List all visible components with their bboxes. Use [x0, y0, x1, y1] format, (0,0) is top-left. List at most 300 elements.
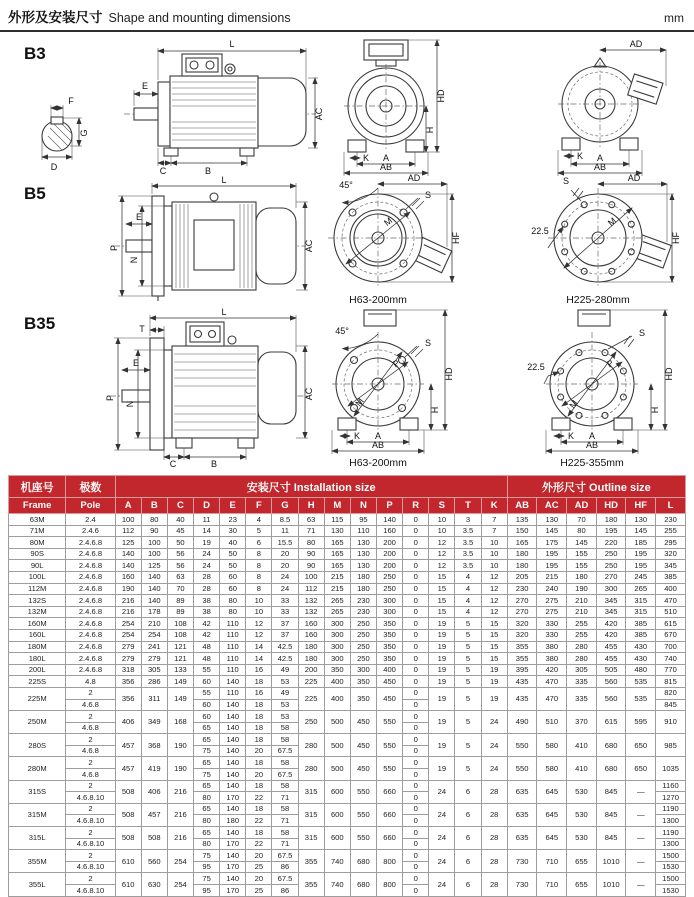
- dim-cell: 380: [537, 653, 567, 665]
- dim-p-label: P: [390, 357, 402, 370]
- dim-cell: 200: [376, 548, 402, 560]
- dim-cell: 560: [596, 676, 626, 688]
- b3-shaft-section-drawing: [26, 90, 98, 174]
- dim-cell: 18: [246, 803, 272, 815]
- dim-cell: 1035: [656, 757, 686, 780]
- dim-cell: 19: [429, 757, 455, 780]
- table-row: [9, 537, 686, 549]
- dim-cell: 216: [115, 595, 141, 607]
- dim-cell: 20: [246, 873, 272, 885]
- pole-cell: 2: [66, 780, 115, 792]
- dim-cell: 140: [220, 803, 246, 815]
- dim-cell: 33: [272, 595, 298, 607]
- dim-cell: 165: [324, 548, 350, 560]
- dim-cell: 610: [115, 850, 141, 873]
- dim-cell: 580: [537, 734, 567, 757]
- dim-cell: 450: [350, 734, 376, 757]
- dim-cell: 8: [246, 548, 272, 560]
- dim-cell: 160: [376, 525, 402, 537]
- table-row: [9, 548, 686, 560]
- dim-cell: 230: [656, 514, 686, 526]
- dim-cell: 110: [220, 629, 246, 641]
- dim-cell: 5: [455, 653, 481, 665]
- pole-cell: 4.6.8.10: [66, 885, 115, 897]
- pole-cell: 4.6.8: [66, 745, 115, 757]
- dim-cell: 15: [481, 629, 507, 641]
- dim-cell: 0: [403, 885, 429, 897]
- frame-cell: 280M: [9, 757, 66, 780]
- dim-cell: 3.5: [455, 525, 481, 537]
- dim-cell: 18: [246, 734, 272, 746]
- dim-cell: 355: [298, 873, 324, 896]
- dim-cell: 89: [167, 606, 193, 618]
- frame-cell: 225M: [9, 687, 66, 710]
- dim-cell: 67.5: [272, 769, 298, 781]
- dim-cell: 80: [194, 838, 220, 850]
- table-row: [9, 780, 686, 792]
- dim-cell: 508: [141, 827, 167, 850]
- dim-cell: 210: [567, 606, 597, 618]
- dim-cell: 19: [429, 641, 455, 653]
- pole-cell: 4.8: [66, 676, 115, 688]
- dim-cell: 280: [298, 757, 324, 780]
- column-header-hd: HD: [596, 498, 626, 514]
- dim-cell: 265: [324, 595, 350, 607]
- dim-cell: 610: [115, 873, 141, 896]
- dim-cell: 450: [350, 711, 376, 734]
- dim-a-label: A: [374, 431, 382, 441]
- dim-cell: 660: [376, 803, 402, 826]
- dim-cell: 22: [246, 815, 272, 827]
- dim-cell: 4: [455, 595, 481, 607]
- dim-cell: 60: [194, 676, 220, 688]
- dim-cell: 350: [350, 687, 376, 710]
- dim-cell: 175: [537, 537, 567, 549]
- dim-cell: 58: [272, 734, 298, 746]
- dim-cell: 75: [194, 769, 220, 781]
- dim-cell: 450: [376, 687, 402, 710]
- dim-a-label: A: [588, 431, 596, 441]
- dim-s-label: S: [424, 338, 432, 348]
- dim-hd-label: HD: [444, 367, 454, 381]
- dim-cell: 165: [324, 560, 350, 572]
- dim-cell: 254: [115, 618, 141, 630]
- front-caption: H225-355mm: [560, 457, 624, 469]
- table-row: [9, 850, 686, 862]
- b5-side-view-drawing: [96, 174, 314, 302]
- pole-cell: 2: [66, 711, 115, 723]
- pole-cell: 2.4.6.8: [66, 595, 115, 607]
- dim-cell: 470: [656, 595, 686, 607]
- dim-cell: 550: [350, 827, 376, 850]
- frame-cell: 160L: [9, 629, 66, 641]
- dim-cell: 75: [194, 745, 220, 757]
- dim-m-label: M: [382, 215, 395, 228]
- dim-cell: 530: [567, 803, 597, 826]
- dim-cell: 180: [220, 815, 246, 827]
- dim-cell: 7: [481, 514, 507, 526]
- dim-cell: 550: [350, 803, 376, 826]
- dim-n-label: N: [129, 256, 139, 264]
- dim-cell: 250: [350, 618, 376, 630]
- dim-cell: 125: [141, 560, 167, 572]
- dim-cell: 63: [167, 571, 193, 583]
- dim-cell: 16: [246, 687, 272, 699]
- frame-cell: 132S: [9, 595, 66, 607]
- dim-cell: 65: [194, 780, 220, 792]
- dim-cell: 349: [141, 711, 167, 734]
- dim-cell: 20: [272, 560, 298, 572]
- dim-cell: 300: [324, 653, 350, 665]
- dim-cell: 15: [481, 641, 507, 653]
- dim-e-label: E: [132, 358, 140, 368]
- dim-cell: 100: [115, 514, 141, 526]
- dim-cell: 400: [656, 583, 686, 595]
- dim-h-label: H: [425, 126, 435, 134]
- dim-cell: 140: [141, 571, 167, 583]
- dim-cell: 12: [429, 560, 455, 572]
- dim-cell: 385: [626, 618, 656, 630]
- dim-cell: 305: [567, 664, 597, 676]
- dim-cell: 180: [298, 653, 324, 665]
- dim-cell: 150: [507, 525, 537, 537]
- pole-cell: 2.4.6.8: [66, 571, 115, 583]
- dim-cell: 165: [507, 537, 537, 549]
- dim-cell: 280: [298, 734, 324, 757]
- dim-cell: 155: [567, 560, 597, 572]
- dim-cell: 14: [246, 653, 272, 665]
- dim-cell: 195: [626, 560, 656, 572]
- dim-hf-label: HF: [451, 232, 461, 244]
- dim-cell: 140: [141, 595, 167, 607]
- dim-cell: 368: [141, 734, 167, 757]
- dim-cell: 335: [567, 676, 597, 688]
- installation-size-header: 安装尺寸 Installation size: [115, 476, 507, 498]
- dim-ac-label: AC: [304, 387, 314, 401]
- dim-cell: 700: [656, 641, 686, 653]
- dim-cell: 65: [194, 803, 220, 815]
- dim-cell: 130: [350, 548, 376, 560]
- dim-cell: 140: [115, 560, 141, 572]
- dim-cell: 8.5: [272, 514, 298, 526]
- dim-cell: 250: [350, 629, 376, 641]
- dim-cell: 19: [429, 687, 455, 710]
- dim-cell: 53: [272, 711, 298, 723]
- dim-cell: 115: [324, 514, 350, 526]
- column-header-t: T: [455, 498, 481, 514]
- dim-cell: 130: [350, 560, 376, 572]
- dim-cell: 300: [350, 664, 376, 676]
- dim-cell: 6: [455, 803, 481, 826]
- dim-cell: 660: [376, 827, 402, 850]
- pole-cell: 4.6.8.10: [66, 792, 115, 804]
- dim-cell: 110: [220, 618, 246, 630]
- dim-p-label: P: [105, 394, 115, 402]
- b3-front-view-drawing: [332, 34, 450, 178]
- dim-p-label: P: [109, 244, 119, 252]
- dim-cell: 335: [567, 687, 597, 710]
- dim-cell: 355: [507, 653, 537, 665]
- dim-ab-label: AB: [379, 162, 393, 172]
- dim-cell: 355: [507, 641, 537, 653]
- frame-cell: 132M: [9, 606, 66, 618]
- dim-cell: 270: [507, 595, 537, 607]
- dim-cell: 18: [246, 711, 272, 723]
- dim-cell: 50: [220, 560, 246, 572]
- dim-cell: 28: [481, 803, 507, 826]
- pole-cell: 2.4.6.8: [66, 629, 115, 641]
- dim-cell: 0: [403, 676, 429, 688]
- frame-cell: 100L: [9, 571, 66, 583]
- dim-cell: 130: [350, 537, 376, 549]
- dim-cell: 508: [115, 827, 141, 850]
- pole-cell: 4.6.8.10: [66, 838, 115, 850]
- dim-ad-label: AD: [627, 173, 641, 183]
- dim-cell: 845: [596, 803, 626, 826]
- dim-cell: 86: [272, 861, 298, 873]
- dim-cell: 615: [596, 711, 626, 734]
- dim-cell: 5: [455, 618, 481, 630]
- dim-cell: 112: [115, 525, 141, 537]
- dim-cell: 216: [167, 780, 193, 803]
- dim-cell: 160: [298, 629, 324, 641]
- dim-cell: 0: [403, 699, 429, 711]
- dim-cell: 65: [194, 722, 220, 734]
- dim-cell: 195: [596, 525, 626, 537]
- dim-cell: 4: [455, 606, 481, 618]
- dim-cell: 270: [507, 606, 537, 618]
- dim-cell: 710: [537, 873, 567, 896]
- dim-k-label: K: [576, 151, 584, 161]
- dim-cell: 95: [194, 885, 220, 897]
- dim-cell: 435: [507, 687, 537, 710]
- dim-cell: 254: [167, 873, 193, 896]
- table-row: [9, 687, 686, 699]
- dim-cell: 65: [194, 827, 220, 839]
- dim-cell: 241: [141, 641, 167, 653]
- dim-cell: 910: [656, 711, 686, 734]
- dim-cell: 108: [167, 618, 193, 630]
- dim-cell: 28: [481, 873, 507, 896]
- dim-cell: 100: [141, 537, 167, 549]
- unit-label: mm: [664, 11, 684, 25]
- dim-cell: 65: [194, 757, 220, 769]
- pole-header-zh: 极数: [66, 476, 115, 498]
- dim-cell: 5: [455, 757, 481, 780]
- dim-cell: 300: [324, 629, 350, 641]
- dim-cell: 635: [507, 803, 537, 826]
- dim-cell: 3: [455, 514, 481, 526]
- dim-cell: 710: [537, 850, 567, 873]
- dim-cell: 63: [298, 514, 324, 526]
- dim-cell: 550: [376, 711, 402, 734]
- dim-cell: 535: [626, 687, 656, 710]
- dim-cell: 385: [656, 571, 686, 583]
- column-header-l: L: [656, 498, 686, 514]
- dim-cell: 435: [507, 676, 537, 688]
- frame-cell: 80M: [9, 537, 66, 549]
- dim-cell: 60: [220, 571, 246, 583]
- dim-cell: 0: [403, 873, 429, 885]
- dim-cell: 12: [481, 571, 507, 583]
- dim-cell: 245: [626, 571, 656, 583]
- dim-cell: 30: [220, 525, 246, 537]
- table-row: [9, 734, 686, 746]
- dim-cell: 0: [403, 711, 429, 723]
- dim-cell: 300: [324, 641, 350, 653]
- frame-cell: 315S: [9, 780, 66, 803]
- dim-cell: 48: [194, 653, 220, 665]
- dim-cell: 170: [220, 838, 246, 850]
- dim-cell: 170: [220, 792, 246, 804]
- dim-cell: 28: [481, 780, 507, 803]
- dim-cell: 300: [376, 595, 402, 607]
- dim-cell: 15: [429, 571, 455, 583]
- table-column-header-row: [9, 498, 686, 514]
- dim-cell: 24: [481, 757, 507, 780]
- dim-b-label: B: [210, 459, 218, 469]
- dim-cell: 22: [246, 792, 272, 804]
- dim-cell: 195: [537, 560, 567, 572]
- dim-m-label: M: [605, 215, 619, 228]
- dim-cell: 200: [298, 664, 324, 676]
- dim-cell: 4: [455, 583, 481, 595]
- dim-cell: 230: [507, 583, 537, 595]
- dim-cell: 49: [272, 687, 298, 699]
- dim-cell: 95: [194, 861, 220, 873]
- dim-cell: 500: [324, 757, 350, 780]
- dim-cell: 18: [246, 757, 272, 769]
- dim-cell: 0: [403, 618, 429, 630]
- dim-cell: 19: [481, 664, 507, 676]
- dim-n-label: N: [125, 400, 135, 408]
- dim-cell: 320: [507, 629, 537, 641]
- dim-cell: 12: [246, 618, 272, 630]
- dim-cell: 655: [567, 850, 597, 873]
- dim-cell: 19: [481, 676, 507, 688]
- dim-cell: 90: [298, 560, 324, 572]
- pole-cell: 2: [66, 850, 115, 862]
- dim-e-label: E: [141, 81, 149, 91]
- b5-flange-view-small-drawing: [316, 172, 461, 306]
- dim-cell: 5: [455, 664, 481, 676]
- outline-size-header: 外形尺寸 Outline size: [507, 476, 685, 498]
- dim-cell: 0: [403, 769, 429, 781]
- dim-cell: 24: [481, 711, 507, 734]
- dim-cell: 820: [656, 687, 686, 699]
- dim-h-label: H: [430, 406, 440, 414]
- pole-header-en: Pole: [66, 498, 115, 514]
- dim-cell: 430: [626, 641, 656, 653]
- dim-cell: 406: [115, 711, 141, 734]
- dim-cell: 385: [626, 629, 656, 641]
- dim-cell: 5: [455, 711, 481, 734]
- dim-cell: 71: [272, 838, 298, 850]
- pole-cell: 2.4.6.8: [66, 664, 115, 676]
- column-header-s: S: [429, 498, 455, 514]
- dim-cell: 320: [507, 618, 537, 630]
- dim-225-label: 22.5: [531, 226, 549, 236]
- column-header-ab: AB: [507, 498, 537, 514]
- dim-cell: 350: [376, 641, 402, 653]
- dim-cell: 600: [324, 803, 350, 826]
- dim-cell: 0: [403, 641, 429, 653]
- dim-cell: 457: [115, 757, 141, 780]
- dim-cell: 355: [298, 850, 324, 873]
- dim-cell: 0: [403, 583, 429, 595]
- frame-header-en: Frame: [9, 498, 66, 514]
- dim-cell: 0: [403, 792, 429, 804]
- dim-cell: 71: [298, 525, 324, 537]
- dim-h-label: H: [650, 406, 660, 414]
- dim-cell: 200: [376, 537, 402, 549]
- dim-cell: 67.5: [272, 873, 298, 885]
- dim-cell: 140: [220, 827, 246, 839]
- dim-cell: 655: [567, 873, 597, 896]
- dim-cell: 5: [455, 629, 481, 641]
- dim-cell: 145: [567, 537, 597, 549]
- dim-ab-label: AB: [593, 162, 607, 172]
- dim-cell: 200: [376, 560, 402, 572]
- dim-cell: 89: [167, 595, 193, 607]
- dim-cell: 24: [429, 873, 455, 896]
- section-label-b5: B5: [24, 184, 46, 203]
- dim-cell: 470: [537, 687, 567, 710]
- dim-ab-label: AB: [585, 440, 599, 450]
- dim-ac-label: AC: [314, 107, 324, 121]
- dim-cell: 660: [376, 780, 402, 803]
- table-row: [9, 873, 686, 885]
- dim-cell: 430: [626, 653, 656, 665]
- pole-cell: 4.6.8: [66, 699, 115, 711]
- table-row: [9, 560, 686, 572]
- dim-cell: 510: [656, 606, 686, 618]
- dim-cell: 255: [567, 629, 597, 641]
- dim-cell: 645: [537, 780, 567, 803]
- column-header-a: A: [115, 498, 141, 514]
- frame-header-zh: 机座号: [9, 476, 66, 498]
- dim-cell: 12: [246, 629, 272, 641]
- dim-cell: 450: [376, 676, 402, 688]
- dim-cell: 140: [220, 722, 246, 734]
- dim-cell: 10: [429, 525, 455, 537]
- dim-cell: 300: [376, 606, 402, 618]
- column-header-hf: HF: [626, 498, 656, 514]
- dim-cell: 315: [298, 827, 324, 850]
- table-row: [9, 606, 686, 618]
- dim-cell: 490: [507, 711, 537, 734]
- dim-cell: 75: [194, 873, 220, 885]
- dim-cell: 0: [403, 850, 429, 862]
- dim-d-label: D: [50, 162, 58, 172]
- dim-cell: 350: [376, 618, 402, 630]
- dim-cell: 350: [350, 676, 376, 688]
- dim-cell: 12: [481, 583, 507, 595]
- dim-cell: 311: [141, 687, 167, 710]
- table-row: [9, 676, 686, 688]
- table-row: [9, 711, 686, 723]
- dim-cell: 845: [656, 699, 686, 711]
- dim-cell: 24: [429, 780, 455, 803]
- dim-cell: 600: [324, 780, 350, 803]
- dim-cell: 286: [141, 676, 167, 688]
- dim-cell: 1190: [656, 827, 686, 839]
- dim-a-label: A: [596, 153, 604, 163]
- dim-cell: 318: [115, 664, 141, 676]
- dim-cell: 5: [455, 641, 481, 653]
- dim-cell: 75: [194, 850, 220, 862]
- dim-cell: 121: [167, 653, 193, 665]
